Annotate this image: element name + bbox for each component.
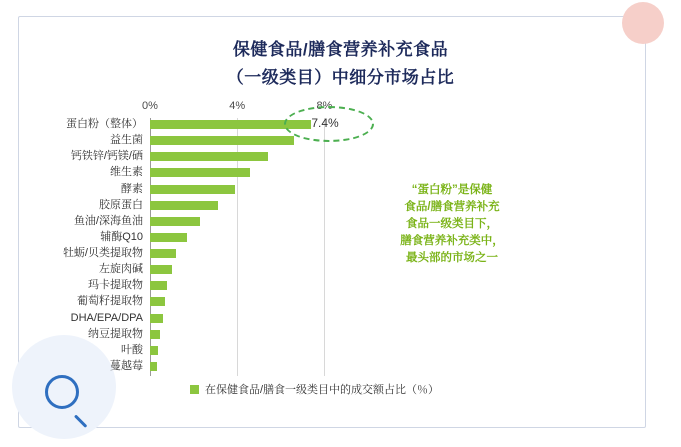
bar-row	[70, 311, 368, 328]
chart-annotation	[388, 182, 516, 267]
bar-row	[110, 359, 368, 376]
category-label: 蛋白粉（整体）	[66, 118, 143, 130]
bar	[150, 233, 187, 242]
bar	[150, 281, 167, 290]
bar-row	[121, 182, 368, 199]
highlight-value-label: 7.4%	[311, 116, 339, 130]
chart-title	[0, 36, 681, 92]
legend-swatch	[190, 385, 199, 394]
bar-row	[73, 214, 368, 231]
bar-row	[100, 230, 368, 247]
bar	[150, 152, 268, 161]
category-label: 蔓越莓	[110, 359, 143, 372]
legend-label: 在保健食品/膳食一级类目中的成交额占比（％）	[205, 384, 440, 396]
bar-row	[99, 198, 368, 215]
chart-title-line-1: 保健食品/膳食营养补充食品	[232, 40, 449, 59]
bar	[150, 201, 218, 210]
category-label: 左旋肉碱	[99, 263, 143, 276]
category-label: 钙铁锌/钙镁/硒	[70, 150, 143, 163]
x-tick-label: 0%	[142, 100, 158, 112]
bar	[150, 297, 165, 306]
bar-row	[77, 295, 368, 311]
chart-title-line-2: （一级类目）中细分市场占比	[226, 68, 455, 87]
bar	[150, 136, 294, 145]
annotation-line: 膳食营养补充类中，	[400, 235, 504, 247]
bar	[150, 217, 200, 226]
bar	[150, 185, 235, 194]
category-label: 胶原蛋白	[99, 198, 143, 211]
bar	[150, 265, 172, 274]
category-label: 牡蛎/贝类提取物	[62, 247, 143, 259]
magnifier-icon	[45, 375, 79, 409]
category-label: 玛卡提取物	[88, 279, 143, 292]
bar-row	[121, 343, 368, 360]
category-label: 益生菌	[110, 134, 143, 147]
category-label: 纳豆提取物	[88, 327, 143, 340]
chart-legend	[150, 381, 510, 397]
bar	[150, 346, 158, 355]
annotation-line: 食品/膳食营养补充	[404, 201, 500, 213]
annotation-line: 食品一级类目下，	[406, 218, 498, 230]
category-label: 辅酶Q10	[100, 230, 143, 243]
x-tick-label: 4%	[229, 100, 246, 112]
bar-row	[110, 166, 368, 182]
x-tick-label: 8%	[316, 100, 333, 112]
plot-area	[62, 118, 368, 376]
bar	[150, 168, 250, 177]
bar	[150, 249, 176, 258]
category-label: 葡萄籽提取物	[77, 295, 143, 308]
category-label: 叶酸	[121, 343, 143, 356]
category-label: 酵素	[121, 182, 143, 195]
category-label: DHA/EPA/DPA	[70, 311, 143, 324]
bar-row	[70, 150, 368, 166]
bar	[150, 362, 157, 371]
bar	[150, 330, 160, 339]
category-label: 鱼油/深海鱼油	[73, 214, 143, 227]
annotation-line: 最头部的市场之一	[406, 252, 498, 264]
bar-row	[88, 327, 368, 344]
annotation-line: “蛋白粉”是保健	[411, 184, 493, 196]
bar	[150, 314, 163, 323]
bar-row	[99, 263, 368, 279]
bar-row	[62, 247, 368, 263]
category-label: 维生素	[110, 166, 143, 179]
bar-row	[88, 279, 368, 295]
